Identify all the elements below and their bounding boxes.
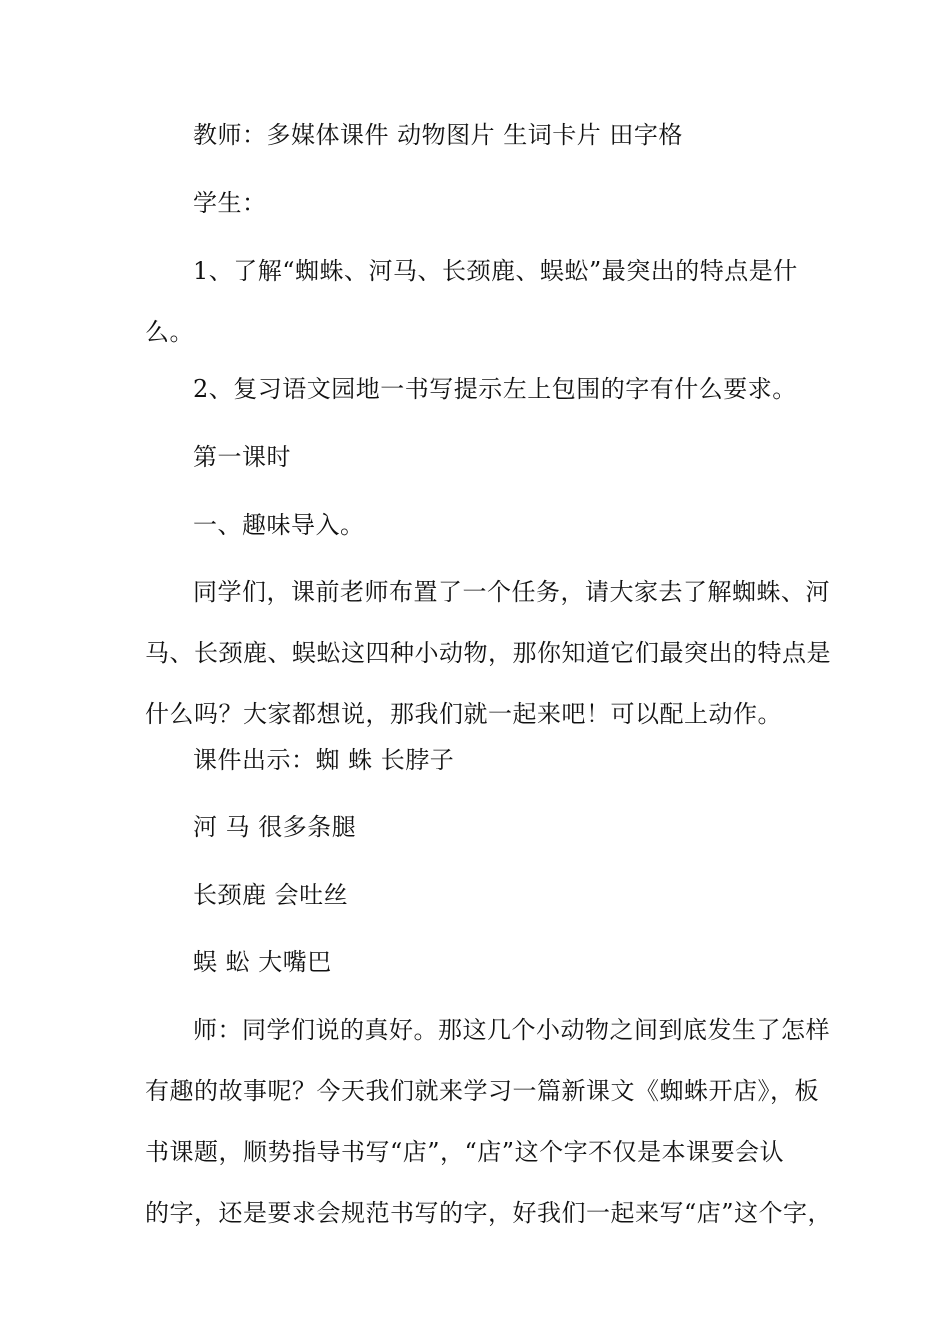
courseware-line-1 (145, 743, 810, 777)
paragraph-teacher-materials (145, 118, 810, 152)
text-line: 同学们，课前老师布置了一个任务，请大家去了解蜘蛛、河 (193, 578, 830, 606)
text-line: 蜈 蚣 大嘴巴 (193, 948, 332, 976)
paragraph-teacher (145, 1013, 833, 1230)
text-line: 一、趣味导入。 (193, 511, 365, 539)
paragraph-intro (145, 575, 831, 731)
section-heading (145, 508, 810, 542)
text-line: 师：同学们说的真好。那这几个小动物之间到底发生了怎样 (193, 1016, 830, 1044)
text-line: 课件出示：蜘 蛛 长脖子 (193, 746, 455, 774)
text-line: 教师：多媒体课件 动物图片 生词卡片 田字格 (193, 121, 683, 149)
courseware-line-4 (145, 945, 810, 979)
lesson-heading (145, 440, 810, 474)
paragraph-student-materials (145, 186, 810, 220)
text-line: 的字，还是要求会规范书写的字，好我们一起来写“店”这个字， (145, 1199, 833, 1227)
text-line: 马、长颈鹿、蜈蚣这四种小动物，那你知道它们最突出的特点是 (145, 639, 831, 667)
text-line: 长颈鹿 会吐丝 (193, 881, 349, 909)
text-line: 学生： (193, 189, 267, 217)
courseware-line-2 (145, 810, 810, 844)
text-line: 2、复习语文园地一书写提示左上包围的字有什么要求。 (193, 375, 797, 403)
text-line: 么。 (145, 318, 194, 346)
text-line: 什么吗？大家都想说，那我们就一起来吧！可以配上动作。 (145, 700, 782, 728)
text-line: 书课题，顺势指导书写“店”，“店”这个字不仅是本课要会认 (145, 1138, 785, 1166)
courseware-line-3 (145, 878, 810, 912)
paragraph-item-2 (145, 372, 810, 406)
text-line: 河 马 很多条腿 (193, 813, 357, 841)
text-line: 第一课时 (193, 443, 291, 471)
text-line: 1、了解“蜘蛛、河马、长颈鹿、蜈蚣”最突出的特点是什 (193, 257, 798, 285)
paragraph-item-1 (145, 254, 810, 349)
text-line: 有趣的故事呢？今天我们就来学习一篇新课文《蜘蛛开店》，板 (145, 1077, 819, 1105)
